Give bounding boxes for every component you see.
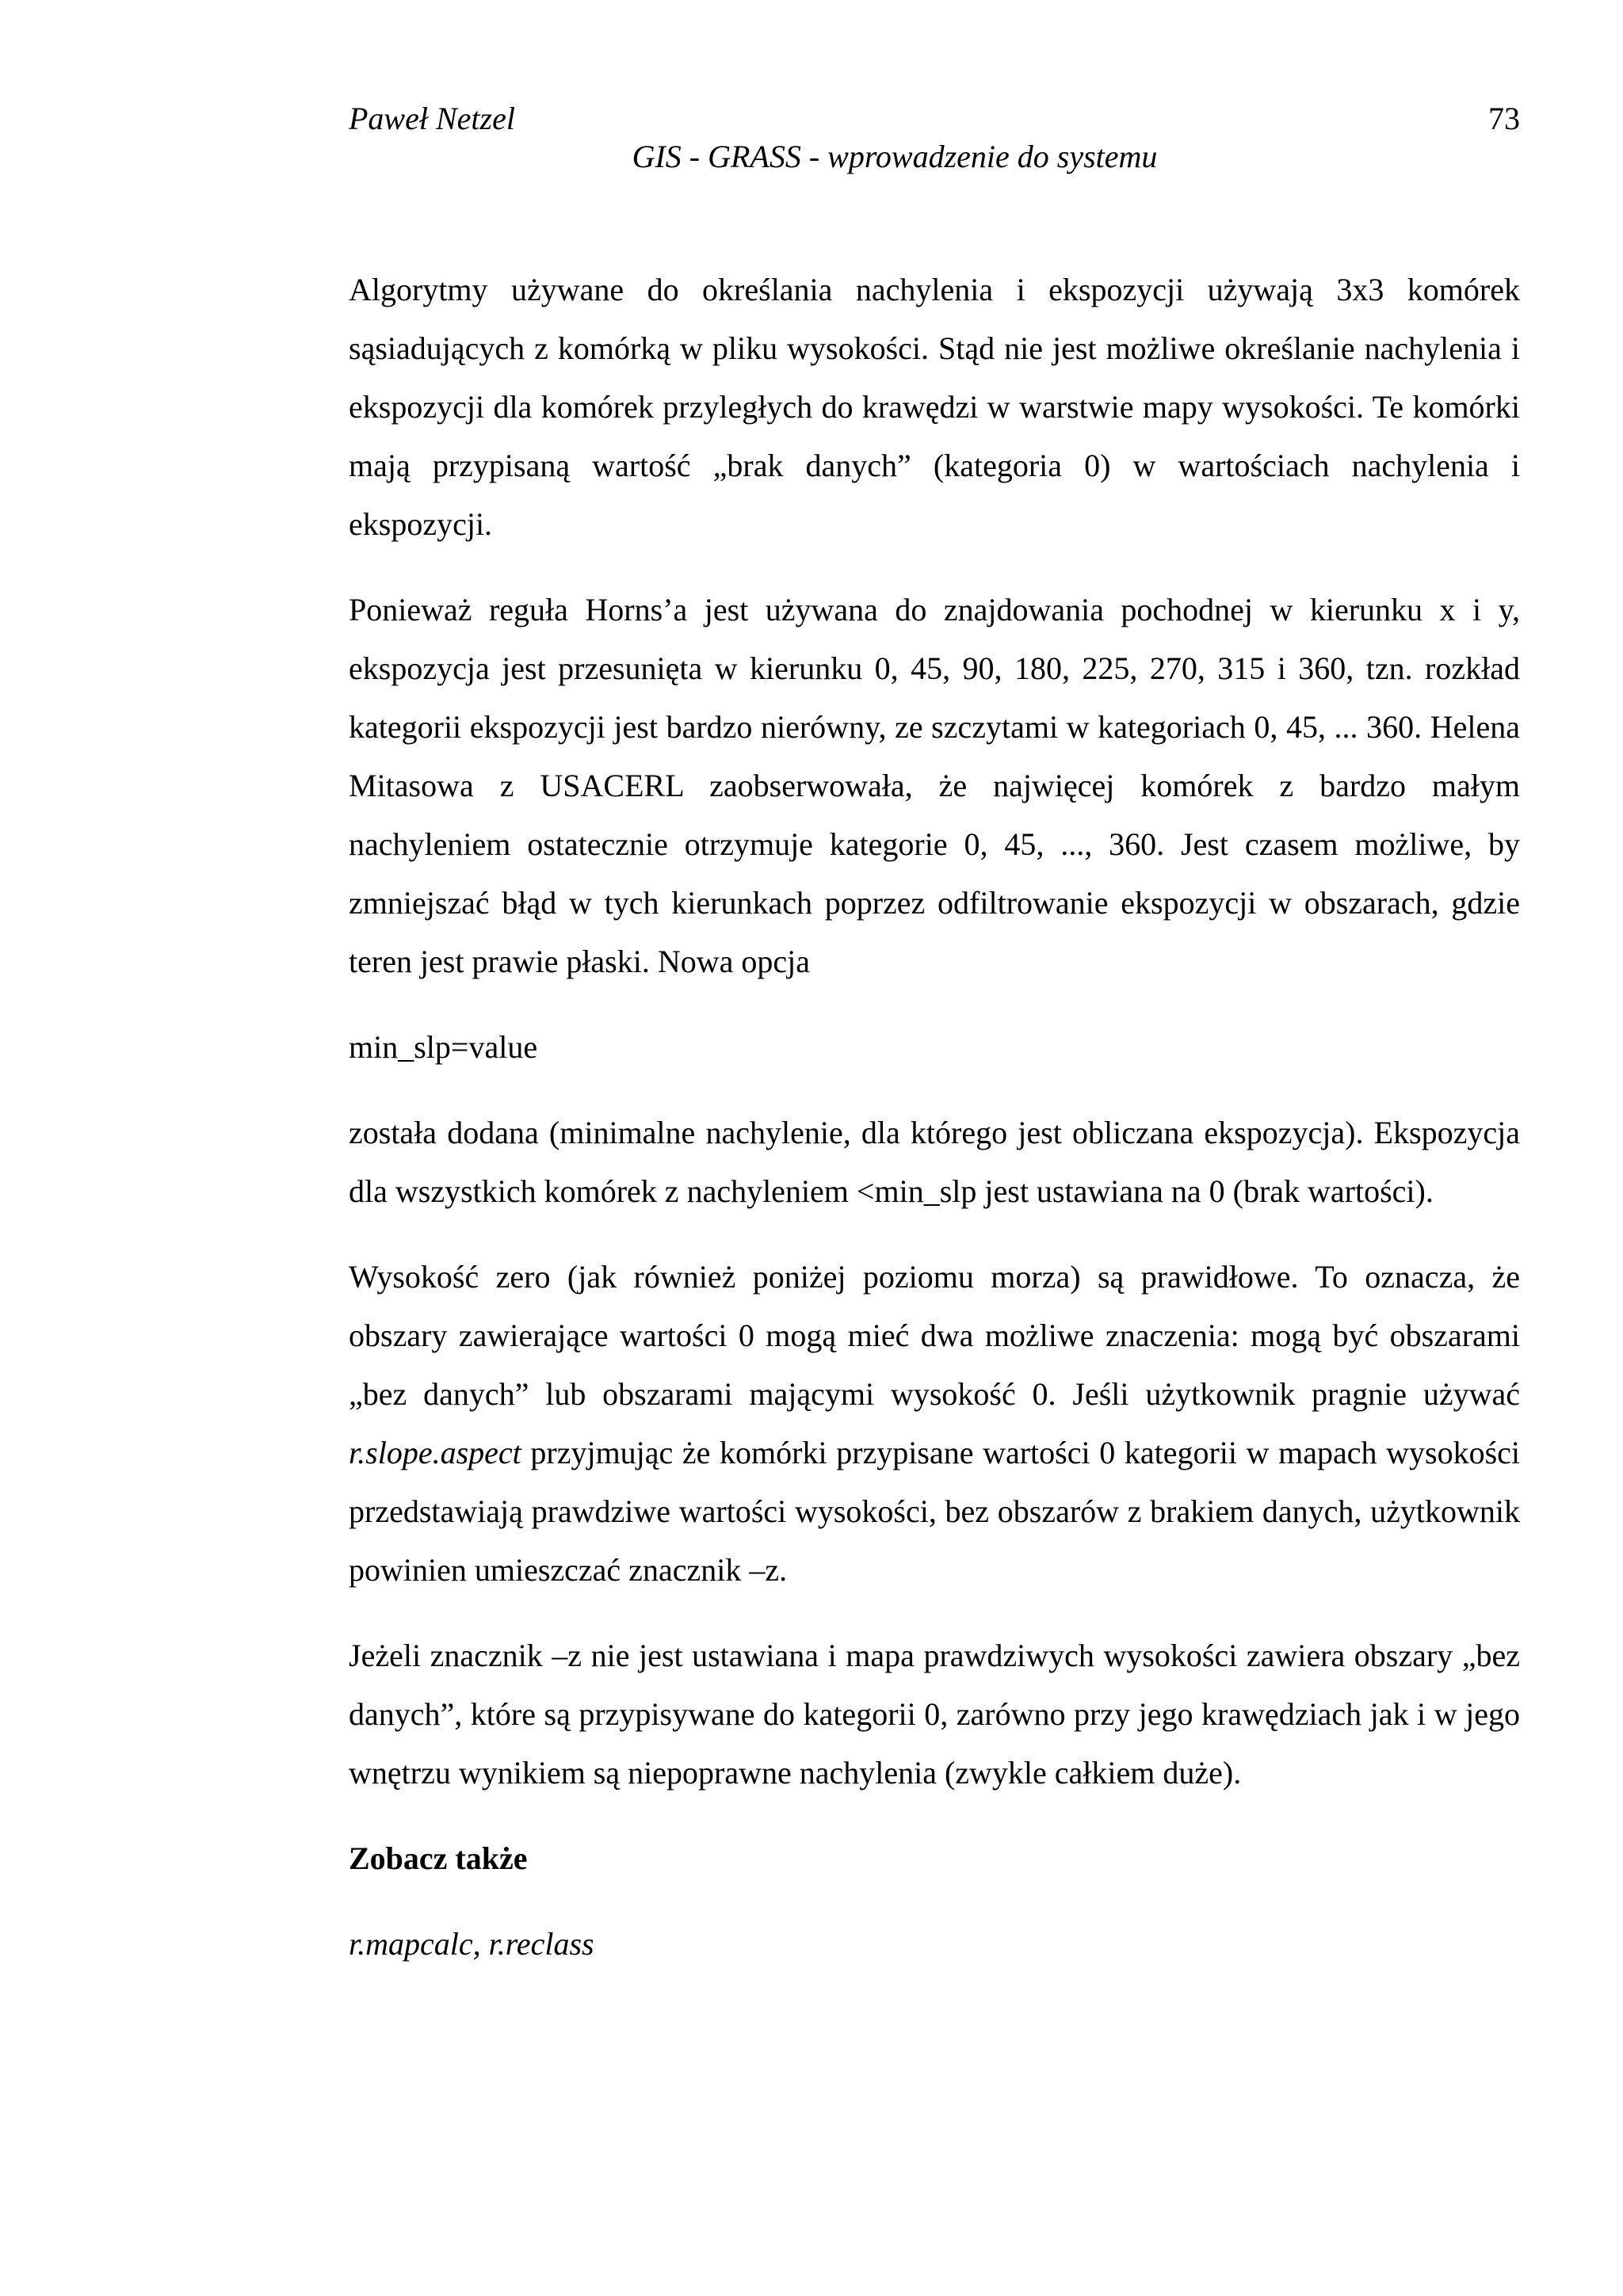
section-heading-see-also: Zobacz także [349,1840,528,1876]
paragraph-zero-elevation [349,1248,1520,1600]
paragraph-option-code: min_slp=value [349,1029,538,1065]
document-body [349,261,1520,1974]
para5-text-after: przyjmując że komórki przypisane wartości 0 kategorii w mapach wysokości przedstawiają prawdziwe wartości wysokości, bez obszarów z brakiem danych, użytkownik powinien umieszczać znacznik –z. [349,1435,1520,1588]
paragraph-algorithms: Algorytmy używane do określania nachylenia i ekspozycji używają 3x3 komórek sąsiadujących z komórką w pliku wysokości. Stąd nie jest możliwe określanie nachylenia i ekspozycji dla komórek przyległych do krawędzi w warstwie mapy wysokości. Te komórki mają przypisaną wartość „brak danych” (kategoria 0) w wartościach nachylenia i ekspozycji. [349,272,1520,542]
command-name: r.slope.aspect [349,1435,521,1470]
see-also-links: r.mapcalc, r.reclass [349,1926,594,1962]
paragraph-flag-z: Jeżeli znacznik –z nie jest ustawiana i mapa prawdziwych wysokości zawiera obszary „bez danych”, które są przypisywane do kategorii 0, zarówno przy jego krawędziach jak i w jego wnętrzu wynikiem są niepoprawne nachylenia (zwykle całkiem duże). [349,1638,1520,1791]
page-number: 73 [1488,101,1520,136]
header-title: GIS - GRASS - wprowadzenie do systemu [632,139,1158,174]
paragraph-horns-rule: Ponieważ reguła Horns’a jest używana do znajdowania pochodnej w kierunku x i y, ekspozycja jest przesunięta w kierunku 0, 45, 90, 180, 225, 270, 315 i 360, tzn. rozkład kategorii ekspozycji jest bardzo nierówny, ze szczytami w kategoriach 0, 45, ... 360. Helena Mitasowa z USACERL zaobserwowała, że najwięcej komórek z bardzo małym nachyleniem ostatecznie otrzymuje kategorie 0, 45, ..., 360. Jest czasem możliwe, by zmniejszać błąd w tych kierunkach poprzez odfiltrowanie ekspozycji w obszarach, gdzie teren jest prawie płaski. Nowa opcja [349,592,1520,979]
para5-text-before: Wysokość zero (jak również poniżej poziomu morza) są prawidłowe. To oznacza, że obszary zawierające wartości 0 mogą mieć dwa możliwe znaczenia: mogą być obszarami „bez danych” lub obszarami mającymi wysokość 0. Jeśli użytkownik pragnie używać [349,1259,1520,1412]
paragraph-option-description: została dodana (minimalne nachylenie, dla którego jest obliczana ekspozycja). Ekspozycja dla wszystkich komórek z nachyleniem <min_slp jest ustawiana na 0 (brak wartości). [349,1115,1520,1209]
header-author: Paweł Netzel [349,101,515,136]
